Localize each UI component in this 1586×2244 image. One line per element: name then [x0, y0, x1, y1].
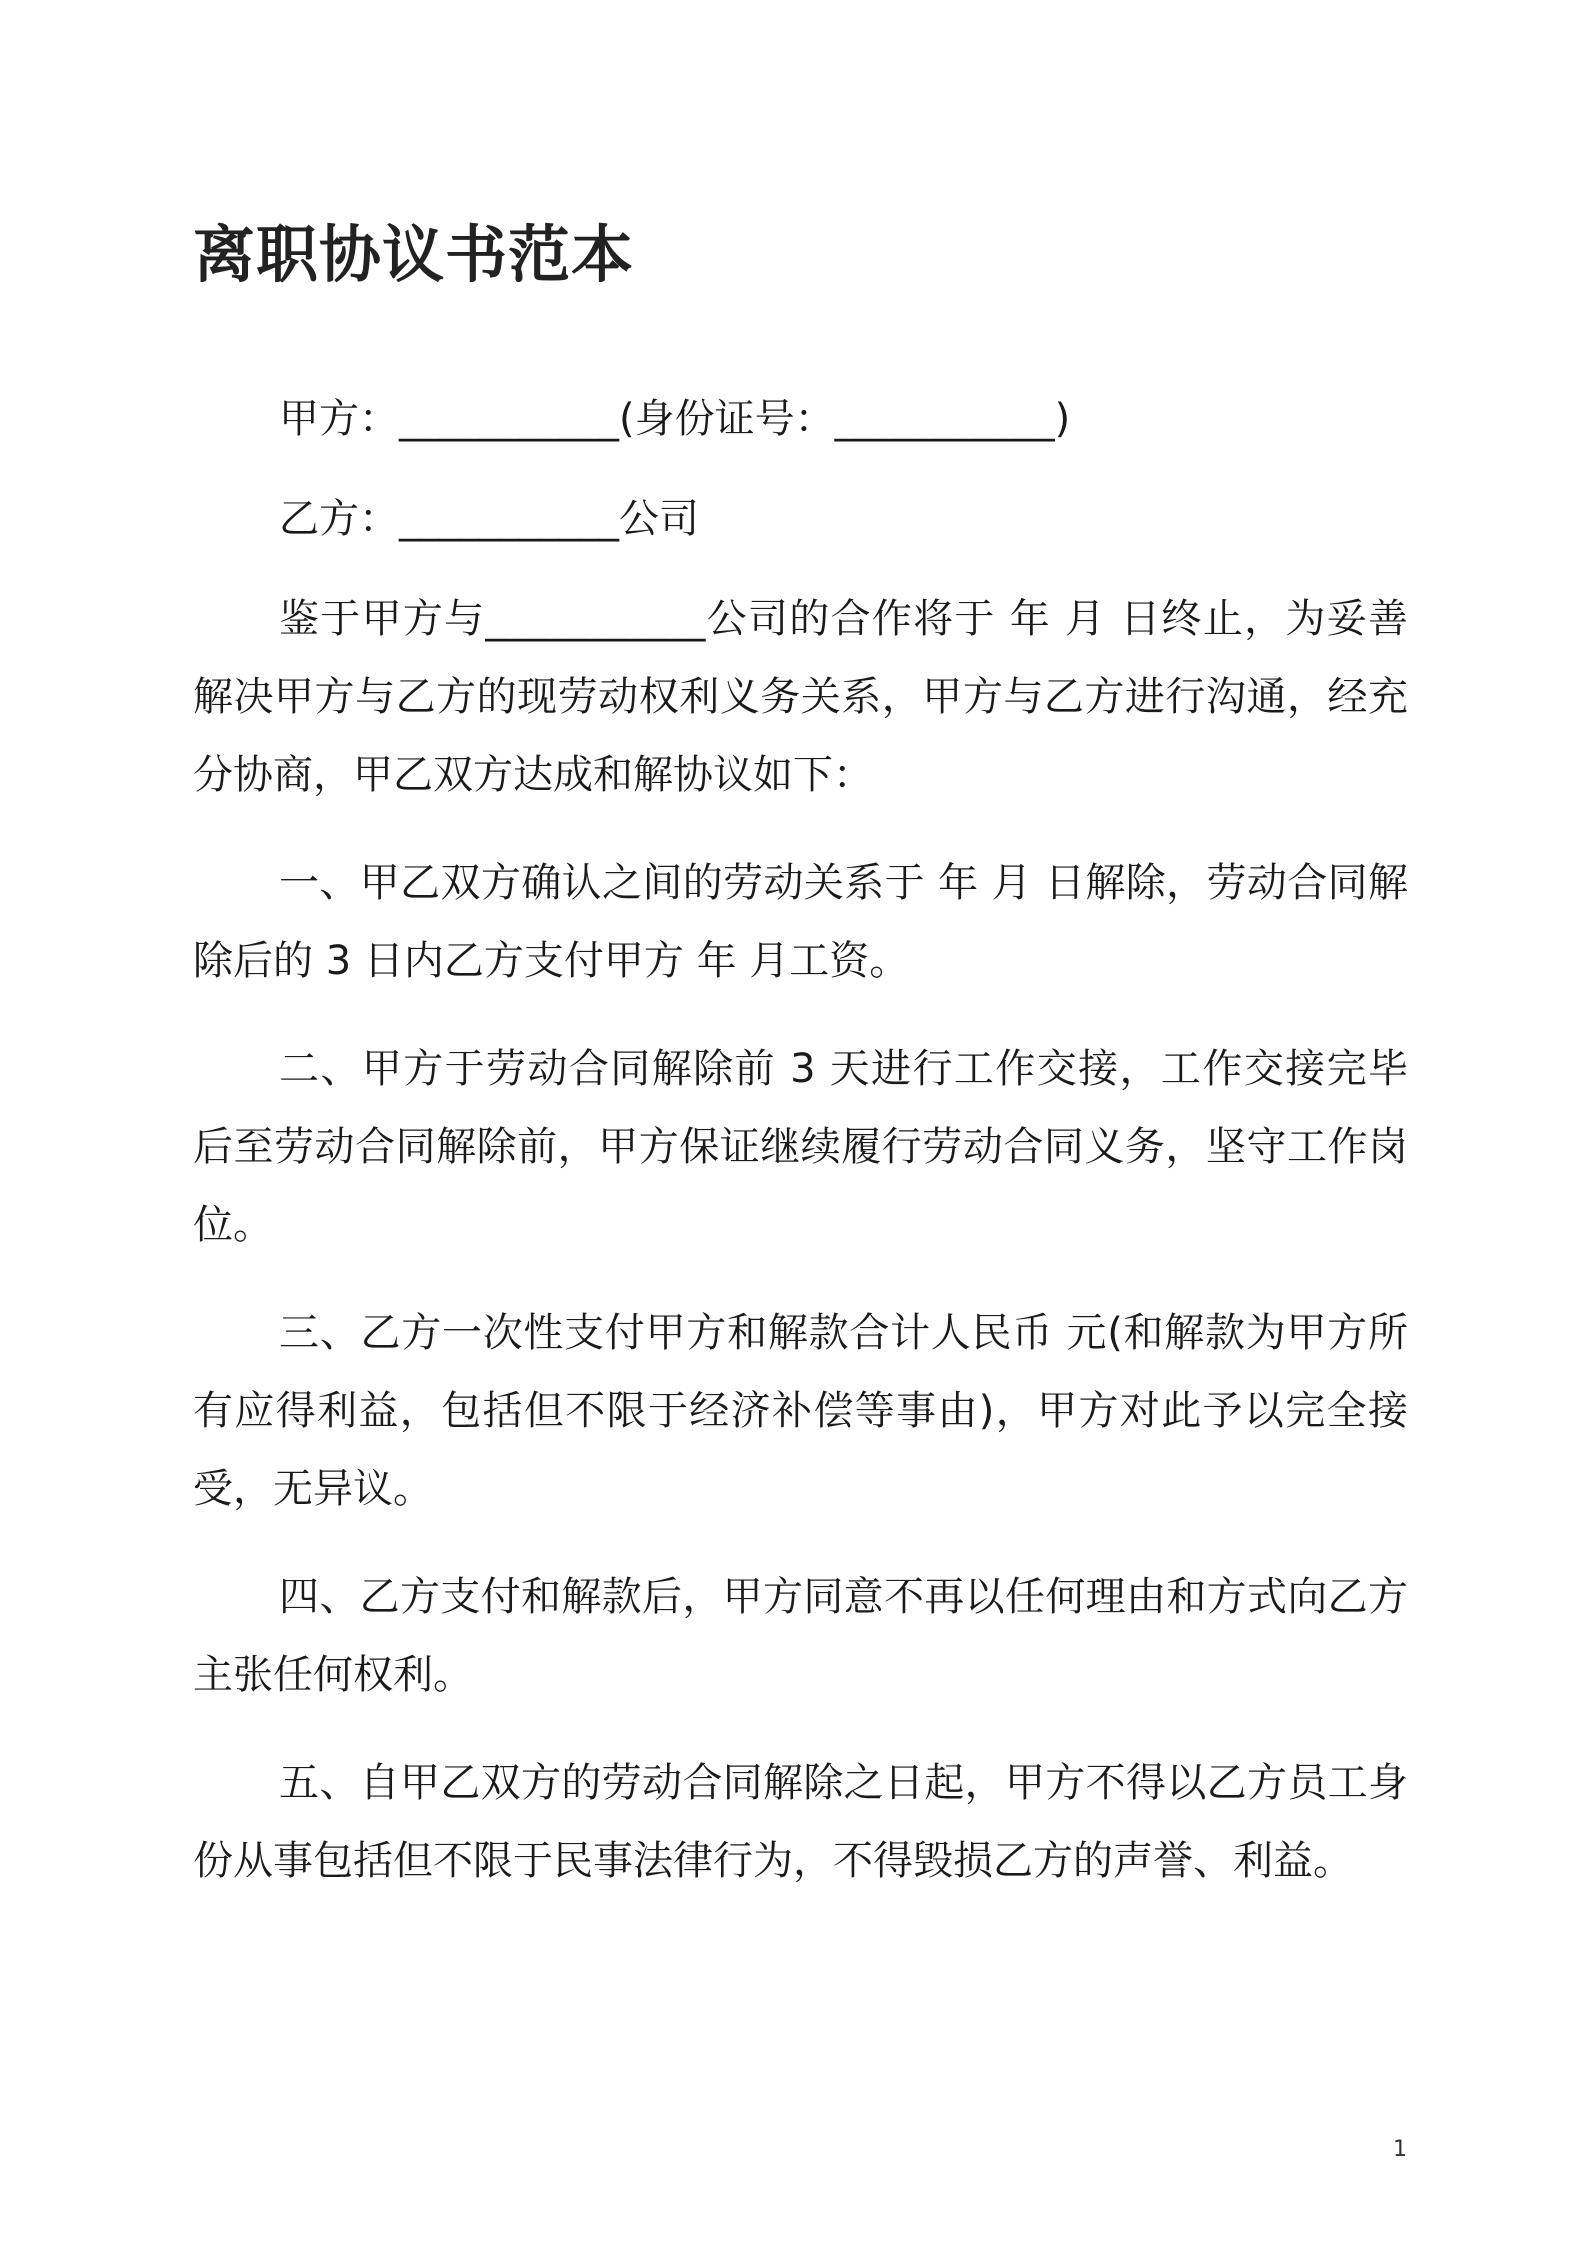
preamble-paragraph: 鉴于甲方与___________公司的合作将于 年 月 日终止，为妥善解决甲方与乙方的现劳动权利义务关系，甲方与乙方进行沟通，经充分协商，甲乙双方达成和解协议如下： [193, 596, 1408, 798]
clause-4: 四、乙方支付和解款后，甲方同意不再以任何理由和方式向乙方主张任何权利。 [193, 1574, 1408, 1698]
document-body [193, 380, 1408, 1900]
clause-5: 五、自甲乙双方的劳动合同解除之日起，甲方不得以乙方员工身份从事包括但不限于民事法律行为，不得毁损乙方的声誉、利益。 [193, 1760, 1408, 1884]
clause-1: 一、甲乙双方确认之间的劳动关系于 年 月 日解除，劳动合同解除后的 3 日内乙方支付甲方 年 月工资。 [193, 860, 1408, 984]
party-a-line: 甲方：___________(身份证号：___________) [279, 396, 1071, 442]
party-b-line: 乙方：___________公司 [279, 496, 699, 542]
clause-3: 三、乙方一次性支付甲方和解款合计人民币 元(和解款为甲方所有应得利益，包括但不限于经济补偿等事由)，甲方对此予以完全接受，无异议。 [193, 1310, 1408, 1512]
clause-2: 二、甲方于劳动合同解除前 3 天进行工作交接，工作交接完毕后至劳动合同解除前，甲方保证继续履行劳动合同义务，坚守工作岗位。 [193, 1046, 1408, 1248]
document-title: 离职协议书范本 [193, 218, 635, 291]
page-number: 1 [1393, 2137, 1407, 2162]
